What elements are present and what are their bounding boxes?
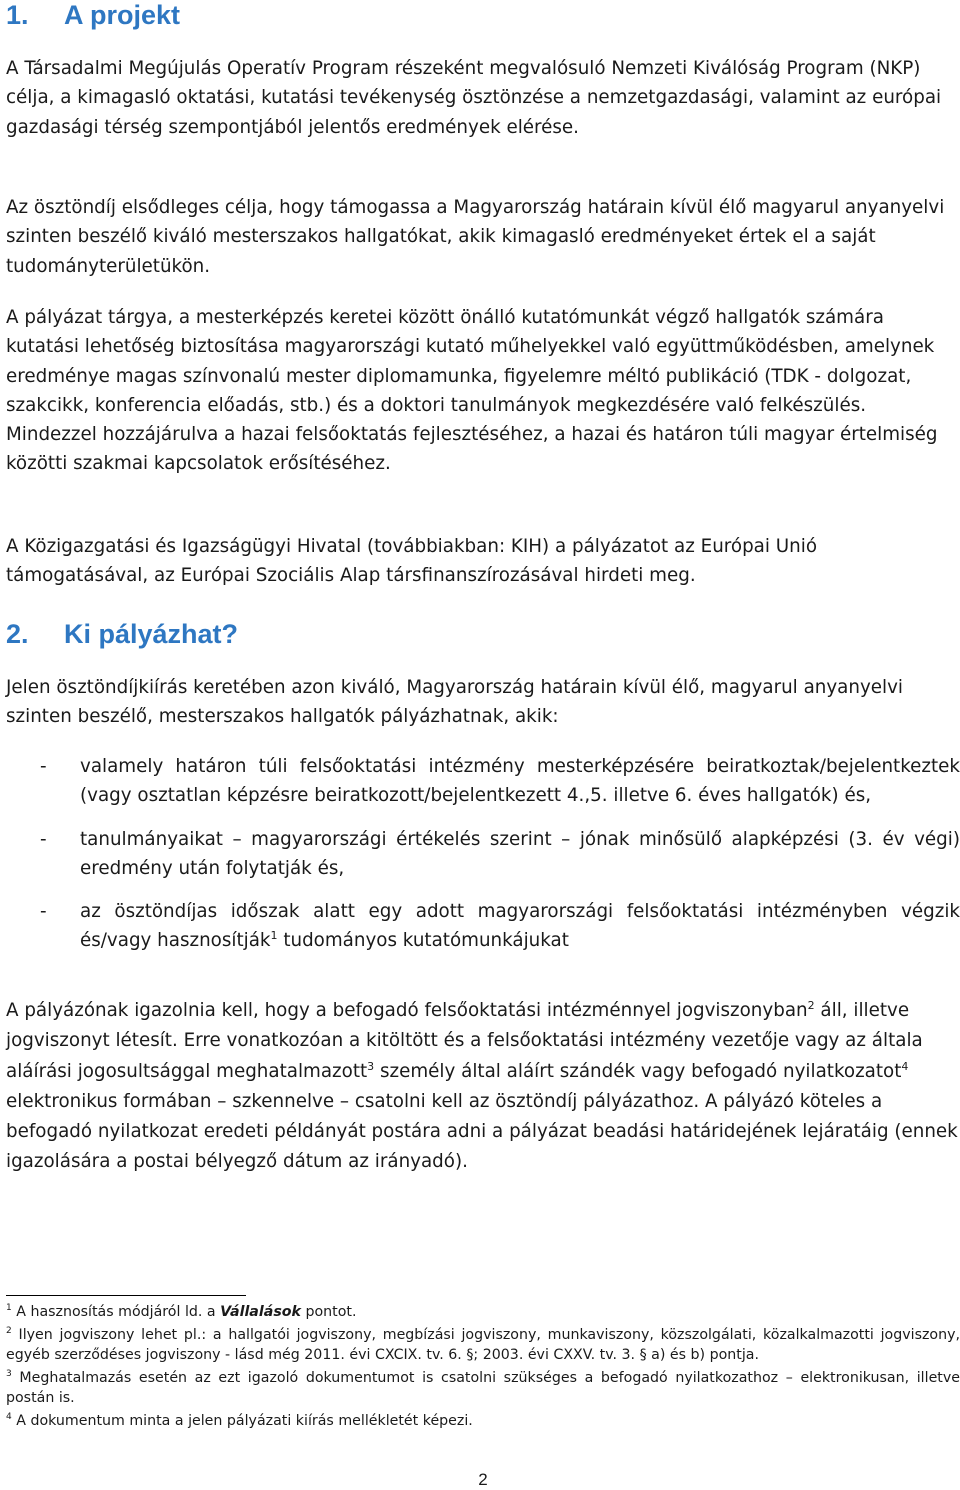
section-heading-1: [6, 0, 180, 30]
section-number: 2.: [6, 619, 29, 649]
paragraph-proof-requirement: A pályázónak igazolnia kell, hogy a befogadó felsőoktatási intézménnyel jogviszonyban$^2$ áll, illetve jogviszonyt létesít. Erre vonatkozóan a kitöltött és a felsőoktatási intézmény vezetője vagy az általa aláírási jogosultsággal meghatalmazott$^3$ személy által aláírt szándék vagy befogadó nyilatkozatot$^4$ elektronikus formában – szkennelve – csatolni kell az ösztöndíj pályázathoz. A pályázó köteles a befogadó nyilatkozat eredeti példányát postára adni a pályázat beadási határidejének lejáratáig (ennek igazolására a postai bélyegző dátum az irányadó).: [6, 999, 958, 1173]
footnotes: [6, 1302, 960, 1433]
paragraph-eligibility: Jelen ösztöndíjkiírás keretében azon kiváló, Magyarország határain kívül élő, magyarul anyanyelvi szinten beszélő, mesterszakos hallgatók pályázhatnak, akik:: [6, 677, 904, 728]
footnote-3: $^3$ Meghatalmazás esetén az ezt igazoló dokumentumot is csatolni szükséges a befogadó nyilatkozathoz – elektronikusan, illetve postán is.: [6, 1368, 960, 1406]
footnote-ref: 3: [367, 1059, 375, 1073]
section-title: Ki pályázhat?: [64, 619, 239, 649]
footnote-4: $^4$ A dokumentum minta a jelen pályázati kiírás mellékletét képezi.: [6, 1411, 473, 1429]
list-item: - valamely határon túli felsőoktatási intézmény mesterképzésére beiratkoztak/bejelentkeztek (vagy osztatlan képzésre beiratkozott/bejelentkezett 4.,5. illetve 6. éves hallgatók) és,: [6, 752, 960, 811]
section-title: A projekt: [64, 0, 181, 30]
footnote-ref: 2: [807, 999, 815, 1012]
footnote-ref: 1: [270, 929, 278, 943]
footnote-1: $^1$ A hasznosítás módjáról ld. a Vállalások pontot.: [6, 1303, 357, 1320]
list-item: - tanulmányaikat – magyarországi értékelés szerint – jónak minősülő alapképzési (3. év végi) eredmény után folytatják és,: [6, 825, 960, 884]
page-number: 2: [478, 1470, 488, 1489]
paragraph-application-subject: A pályázat tárgya, a mesterképzés keretei között önálló kutatómunkát végző hallgatók számára kutatási lehetőség biztosítása magyarországi kutató műhelyekkel való együttműködésben, amelynek eredménye magas színvonalú mester diplomamunka, figyelemre méltó publikáció (TDK - dolgozat, szakcikk, konferencia előadás, stb.) és a doktori tanulmányok megkezdésére való felkészülés. Mindezzel hozzájárulva a hazai felsőoktatás fejlesztéséhez, a hazai és határon túli magyar értelmiség közötti szakmai kapcsolatok erősítéséhez.: [6, 307, 938, 475]
list-dash: -: [40, 756, 47, 777]
eligibility-list: [6, 752, 960, 970]
list-dash: -: [40, 901, 47, 923]
paragraph-kih: A Közigazgatási és Igazságügyi Hivatal (továbbiakban: KIH) a pályázatot az Európai Unió támogatásával, az Európai Szociális Alap társfinanszírozásával hirdeti meg.: [6, 536, 818, 587]
paragraph-nkp-goal: A Társadalmi Megújulás Operatív Program részeként megvalósuló Nemzeti Kiválóság Program (NKP) célja, a kimagasló oktatási, kutatási tevékenység ösztönzése a nemzetgazdasági, valamint az európai gazdasági térség szempontjából jelentős eredmények elérése.: [6, 58, 942, 138]
paragraph-scholarship-goal: Az ösztöndíj elsődleges célja, hogy támogassa a Magyarország határain kívül élő magyarul anyanyelvi szinten beszélő kiváló mesterszakos hallgatókat, akik kimagasló eredményeket értek el a saját tudományterületükön.: [6, 197, 945, 277]
footnote-divider: [6, 1295, 246, 1296]
list-dash: -: [40, 828, 47, 850]
list-item: - az ösztöndíjas időszak alatt egy adott magyarországi felsőoktatási intézményben végzik és/vagy hasznosítják$^1$ tudományos kutatómunkájukat: [6, 897, 960, 956]
section-heading-2: [6, 619, 238, 649]
section-number: 1.: [6, 0, 29, 30]
footnote-2: $^2$ Ilyen jogviszony lehet pl.: a hallgatói jogviszony, megbízási jogviszony, munkaviszony, közszolgálati, közalkalmazotti jogviszony, egyéb szerződéses jogviszony - lásd még 2011. évi CXCIX. tv. 6. §; 2003. évi CXXV. tv. 3. § a) és b) pontja.: [6, 1325, 960, 1363]
footnote-ref: 4: [901, 1059, 909, 1073]
